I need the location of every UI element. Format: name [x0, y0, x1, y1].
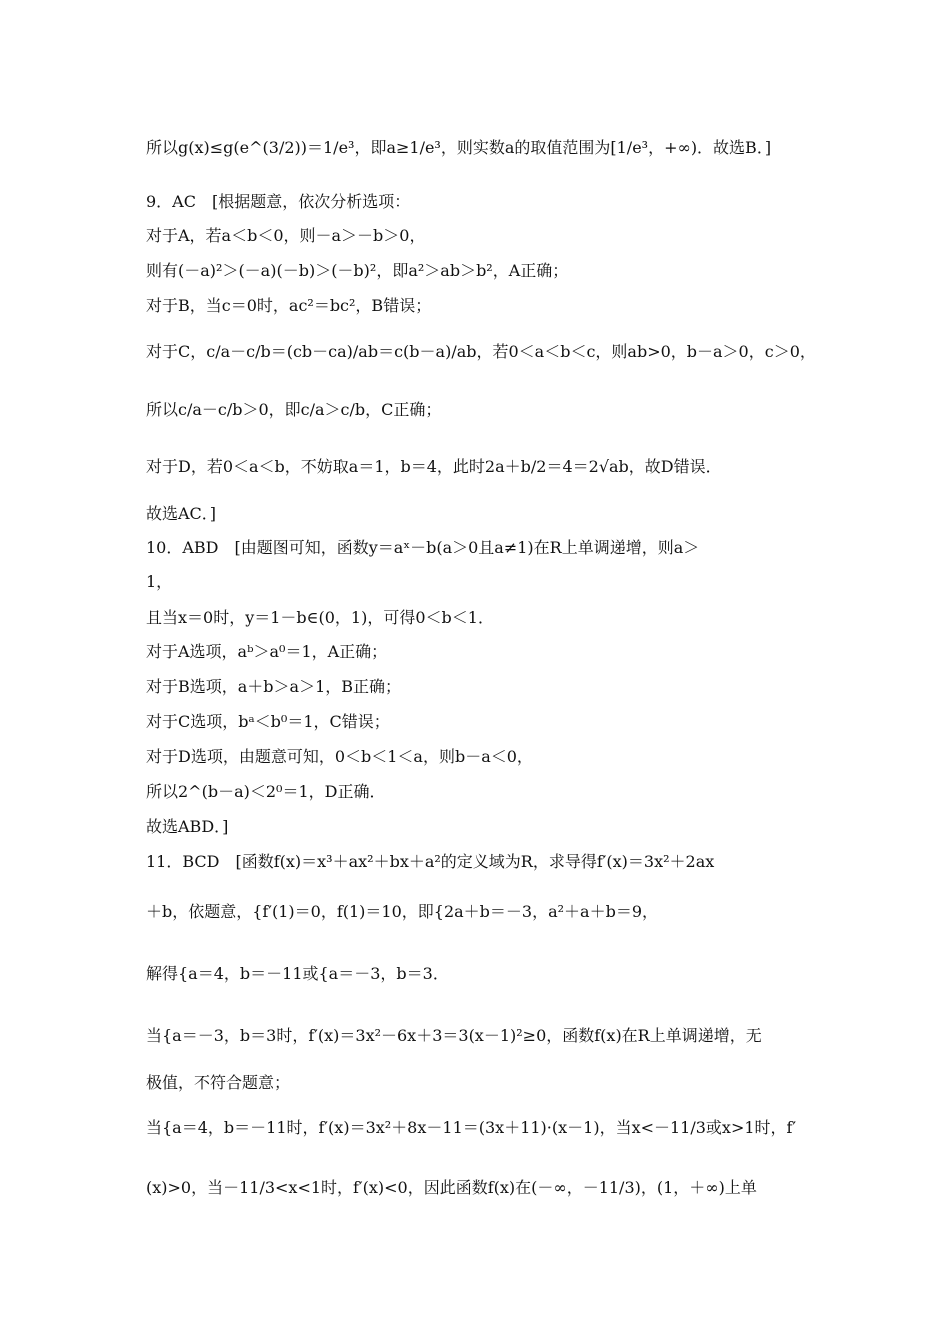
text-line: 1，: [146, 572, 173, 591]
text-line: 则有(－a)²＞(－a)(－b)＞(－b)²，即a²＞ab＞b²，A正确；: [146, 261, 569, 280]
text-line: 故选ABD．]: [146, 817, 229, 836]
text-line: 当{a＝－3，b＝3时，f′(x)＝3x²－6x＋3＝3(x－1)²≥0，函数f(x)在R上单调递增，无: [146, 1026, 762, 1045]
text-line: 所以c/a－c/b＞0，即c/a＞c/b，C正确；: [146, 400, 442, 419]
text-line: 11．BCD [函数f(x)＝x³＋ax²＋bx＋a²的定义域为R，求导得f′(x)＝3x²＋2ax: [146, 852, 715, 871]
text-line: 对于B选项，a＋b＞a＞1，B正确；: [146, 677, 402, 696]
text-line: 对于D，若0＜a＜b，不妨取a＝1，b＝4，此时2a＋b/2＝4＝2√ab，故D错误．: [146, 457, 722, 476]
text-line: ＋b，依题意，{f′(1)＝0，f(1)＝10，即{2a＋b＝－3，a²＋a＋b＝9，: [146, 902, 659, 921]
text-line: 9．AC [根据题意，依次分析选项：: [146, 192, 411, 211]
text-line: 对于D选项，由题意可知，0＜b＜1＜a，则b－a＜0，: [146, 747, 533, 766]
text-line: (x)>0，当－11/3<x<1时，f′(x)<0，因此函数f(x)在(－∞，－11/3)，(1，＋∞)上单: [146, 1178, 757, 1197]
text-line: 所以g(x)≤g(e^(3/2))＝1/e³，即a≥1/e³，则实数a的取值范围为[1/e³，+∞)．故选B．]: [146, 138, 772, 157]
text-line: 当{a＝4，b＝－11时，f′(x)＝3x²＋8x－11＝(3x＋11)·(x－1)，当x<－11/3或x>1时，f′: [146, 1118, 797, 1137]
text-line: 对于B，当c＝0时，ac²＝bc²，B错误；: [146, 296, 432, 315]
text-line: 10．ABD [由题图可知，函数y＝aˣ－b(a＞0且a≠1)在R上单调递增，则a＞: [146, 538, 700, 557]
text-line: 解得{a＝4，b＝－11或{a＝－3，b＝3．: [146, 964, 449, 983]
text-line: 对于A，若a＜b＜0，则－a＞－b＞0，: [146, 226, 426, 245]
text-line: 对于C选项，bᵃ＜b⁰＝1，C错误；: [146, 712, 390, 731]
text-line: 极值，不符合题意；: [146, 1073, 291, 1092]
text-line: 对于A选项，aᵇ＞a⁰＝1，A正确；: [146, 642, 388, 661]
text-line: 且当x＝0时，y＝1－b∈(0，1)，可得0＜b＜1．: [146, 608, 494, 627]
text-line: 对于C，c/a－c/b＝(cb－ca)/ab＝c(b－a)/ab，若0＜a＜b＜c，则ab>0，b－a＞0，c＞0，: [146, 342, 816, 361]
text-line: 故选AC．]: [146, 504, 217, 523]
text-line: 所以2^(b－a)＜2⁰＝1，D正确．: [146, 782, 386, 801]
